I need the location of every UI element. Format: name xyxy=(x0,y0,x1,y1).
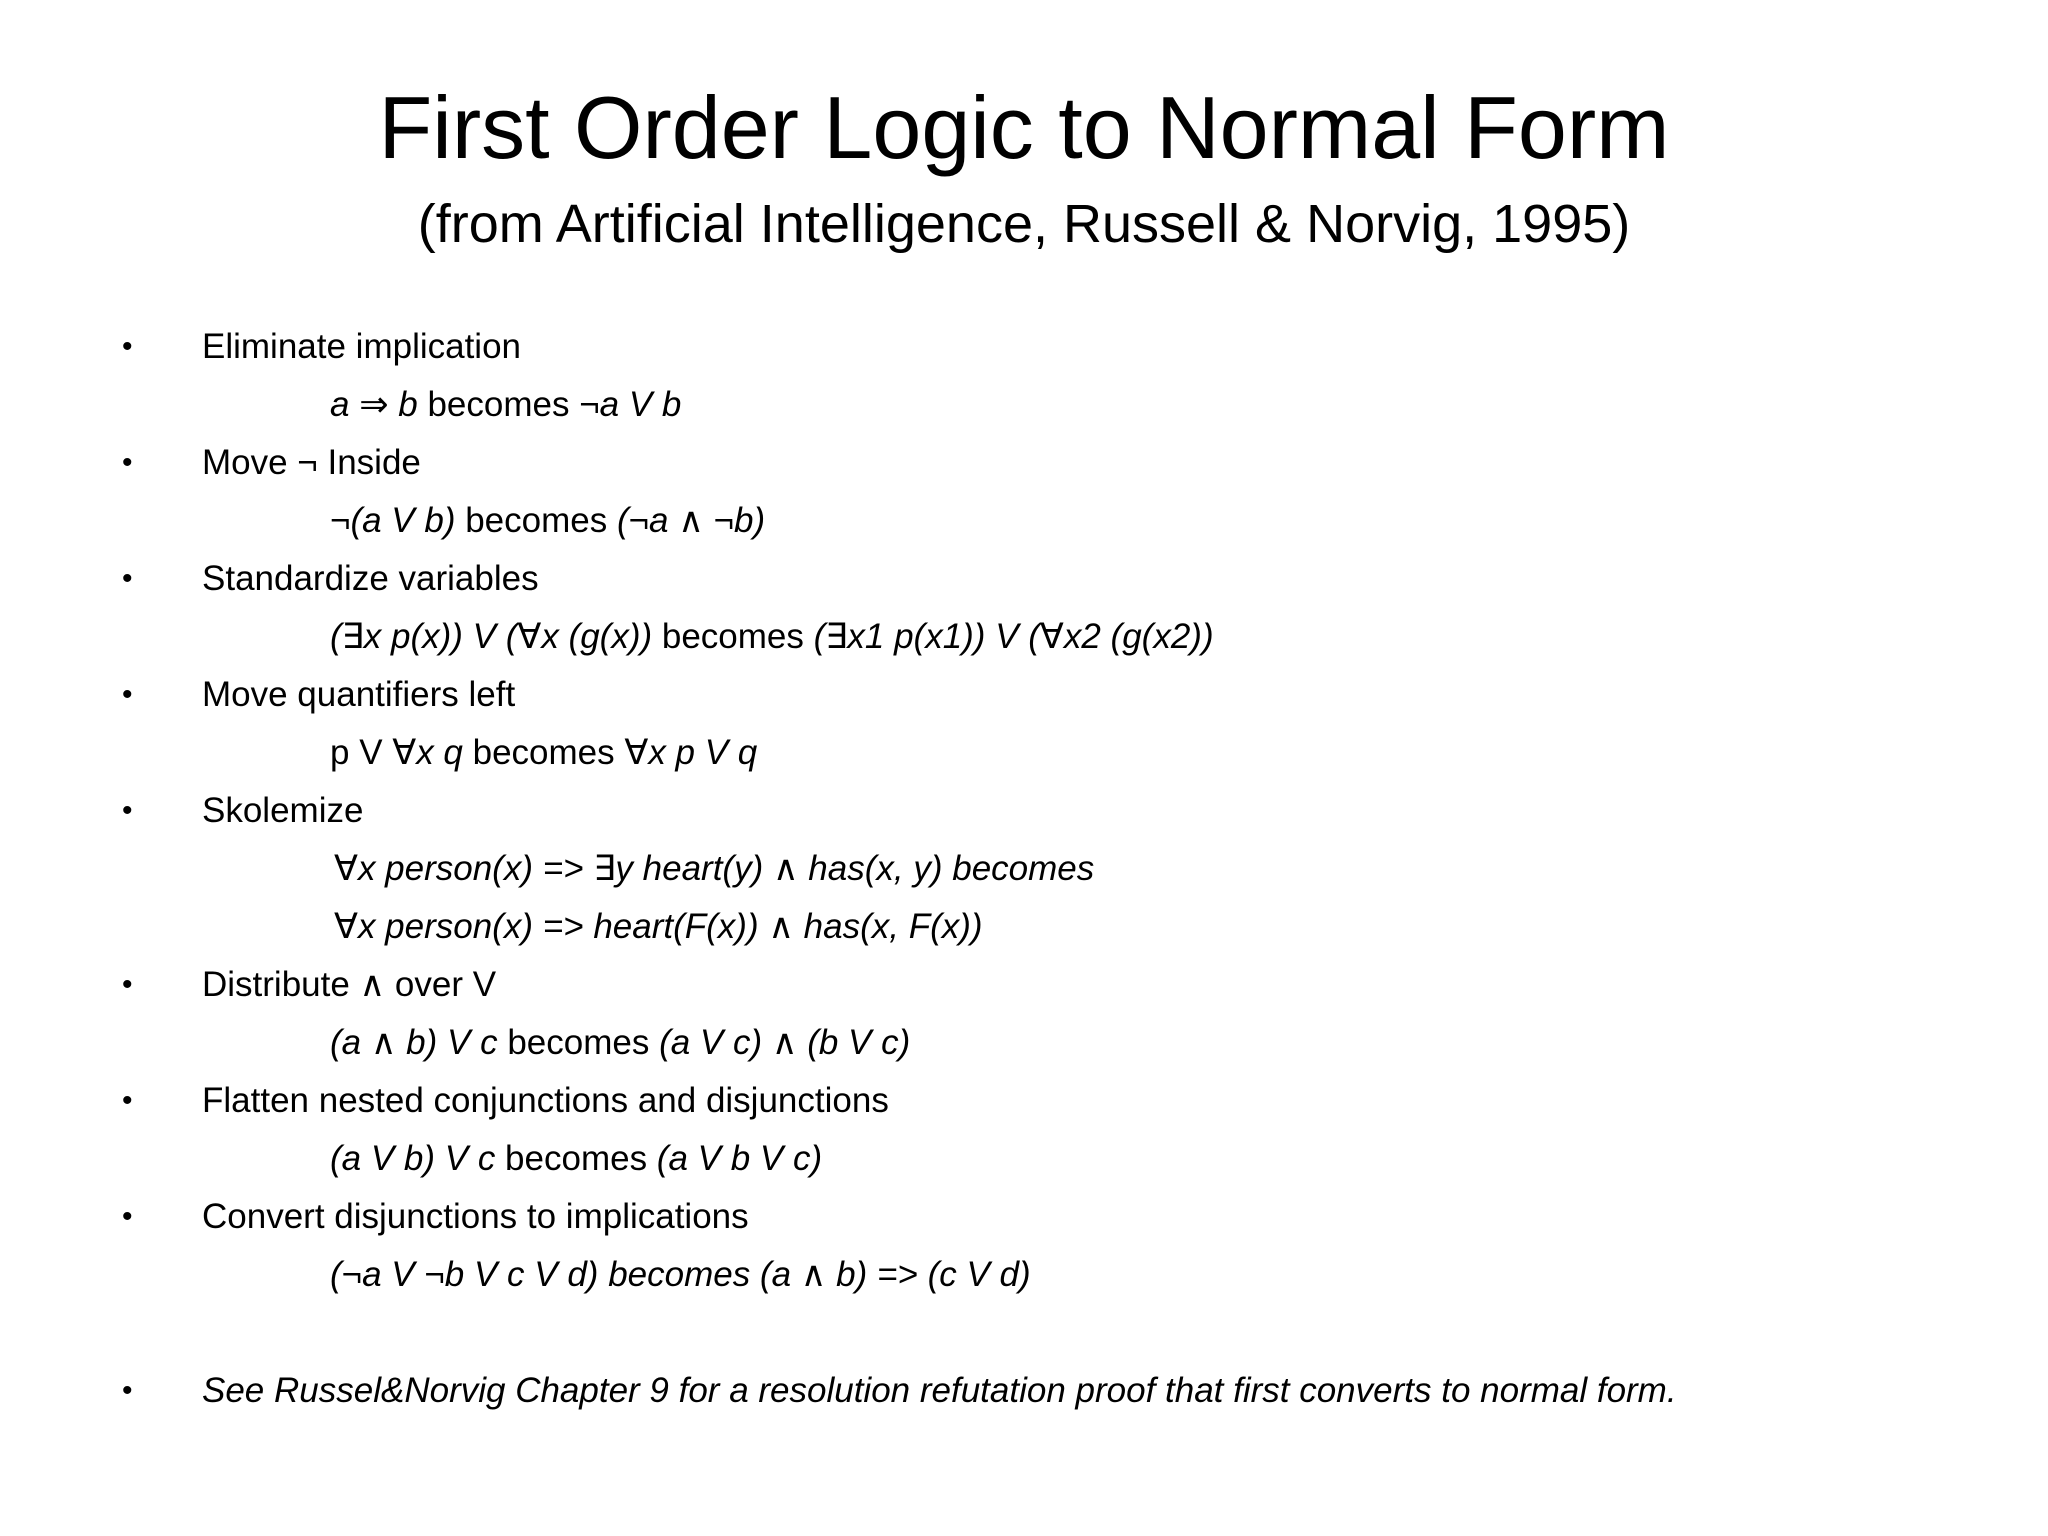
example-text xyxy=(330,1014,910,1072)
bullet-item xyxy=(0,1072,2048,1130)
example-segment: (¬a V ¬b V c V d) becomes (a ∧ b) => (c V d) xyxy=(330,1255,1031,1294)
bullet-item xyxy=(0,434,2048,492)
bullet-label: Standardize variables xyxy=(202,559,539,598)
bullet-icon: • xyxy=(122,330,133,363)
example-segment: (∃x p(x)) V (∀x (g(x)) xyxy=(330,617,653,656)
example-segment: (a V b) V c xyxy=(330,1139,496,1178)
example-text xyxy=(334,898,983,956)
example-segment: ∀x q xyxy=(392,733,463,772)
example-text xyxy=(330,1130,822,1188)
bullet-icon: • xyxy=(122,794,133,827)
example-row xyxy=(0,724,2048,782)
example-segment: becomes xyxy=(462,733,625,772)
bullet-icon: • xyxy=(122,1374,133,1407)
example-segment: ∀x person(x) => ∃y heart(y) ∧ has(x, y) becomes xyxy=(334,849,1095,888)
bullet-item xyxy=(0,782,2048,840)
example-text xyxy=(330,1246,1031,1304)
bullet-item xyxy=(0,550,2048,608)
example-segment: becomes xyxy=(497,1023,660,1062)
example-row xyxy=(0,1246,2048,1304)
bullet-label: Skolemize xyxy=(202,791,364,830)
bullet-icon: • xyxy=(122,562,133,595)
example-segment: p V xyxy=(330,733,393,772)
bullet-list xyxy=(0,318,2048,1420)
slide-subtitle: (from Artificial Intelligence, Russell & Norvig, 1995) xyxy=(417,194,1631,254)
example-segment: ∀x person(x) => heart(F(x)) ∧ has(x, F(x)) xyxy=(334,907,983,946)
example-segment: ∀x p V q xyxy=(624,733,758,772)
bullet-item xyxy=(0,1188,2048,1246)
bullet-label: Flatten nested conjunctions and disjunctions xyxy=(202,1081,889,1120)
bullet-label: Convert disjunctions to implications xyxy=(202,1197,749,1236)
example-text xyxy=(334,840,1094,898)
example-segment: (∃x1 p(x1)) V (∀x2 (g(x2)) xyxy=(813,617,1214,656)
example-row xyxy=(0,492,2048,550)
bullet-label: Move ¬ Inside xyxy=(202,443,421,482)
bullet-label: Distribute ∧ over V xyxy=(202,965,497,1004)
spacer xyxy=(0,1304,2048,1362)
example-row xyxy=(0,608,2048,666)
slide-title: First Order Logic to Normal Form xyxy=(378,78,1670,177)
example-segment: becomes xyxy=(652,617,814,656)
example-segment: (¬a ∧ ¬b) xyxy=(616,501,766,540)
example-text xyxy=(330,376,681,434)
bullet-label: Move quantifiers left xyxy=(202,675,516,714)
note-item xyxy=(0,1362,2048,1420)
bullet-icon: • xyxy=(122,678,133,711)
bullet-icon: • xyxy=(122,968,133,1001)
example-row xyxy=(0,840,2048,898)
example-row xyxy=(0,1130,2048,1188)
example-segment: becomes xyxy=(495,1139,657,1178)
example-segment: (a V c) ∧ (b V c) xyxy=(659,1023,911,1062)
bullet-label: Eliminate implication xyxy=(202,327,522,366)
example-text xyxy=(330,724,757,782)
example-segment: ¬a V b xyxy=(579,385,682,424)
example-segment: a ⇒ b xyxy=(330,385,418,424)
example-segment: (a V b V c) xyxy=(656,1139,823,1178)
example-text xyxy=(330,608,1214,666)
example-segment: ¬(a V b) xyxy=(330,501,456,540)
bullet-icon: • xyxy=(122,1084,133,1117)
example-text xyxy=(330,492,765,550)
example-row xyxy=(0,898,2048,956)
example-row xyxy=(0,376,2048,434)
bullet-label: See Russel&Norvig Chapter 9 for a resolution refutation proof that first converts to normal form. xyxy=(202,1371,1677,1410)
example-row xyxy=(0,1014,2048,1072)
bullet-icon: • xyxy=(122,446,133,479)
bullet-item xyxy=(0,666,2048,724)
example-segment: (a ∧ b) V c xyxy=(330,1023,498,1062)
example-segment: becomes xyxy=(455,501,617,540)
bullet-item xyxy=(0,956,2048,1014)
example-segment: becomes xyxy=(417,385,580,424)
bullet-icon: • xyxy=(122,1200,133,1233)
bullet-item xyxy=(0,318,2048,376)
